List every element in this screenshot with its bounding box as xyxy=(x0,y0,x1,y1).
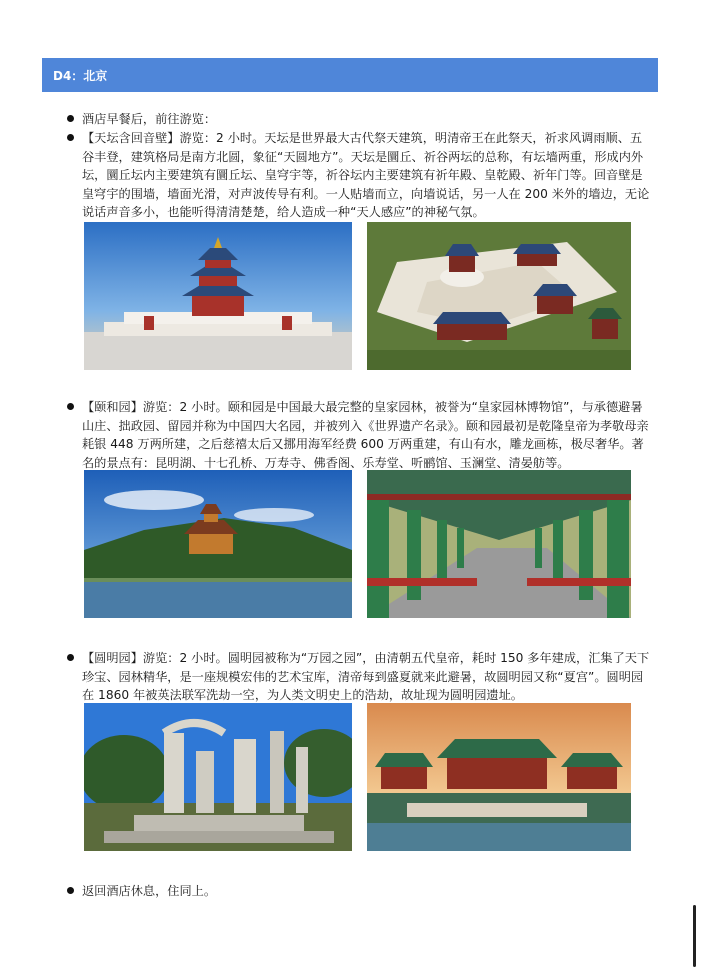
list-item-temple-of-heaven xyxy=(62,129,652,222)
scrollbar[interactable] xyxy=(693,905,696,967)
yuanmingyuan-reconstruction-photo xyxy=(367,703,631,851)
day-title: D4：北京 xyxy=(53,68,108,83)
yuanmingyuan-ruins-photo xyxy=(84,703,352,851)
temple-text: 【天坛含回音壁】游览：2 小时。天坛是世界最大古代祭天建筑，明清帝王在此祭天，祈求风调雨顺、五谷丰登，建筑格局是南方北圆，象征“天圆地方”。天坛是圜丘、祈谷两坛的总称，有坛墙两重，形成内外坛，圜丘坛内主要建筑有圜丘坛、皇穹宇等，祈谷坛内主要建筑有祈年殿、皇乾殿、祈年门等。回音壁是皇穹宇的围墙，墙面光滑，对声波传导有利。一人贴墙而立，向墙说话，另一人在 200 米外的墙边，无论说话声音多小，也能听得清清楚楚，给人造成一种“天人感应”的神秘气氛。 xyxy=(82,131,650,219)
list-item-return xyxy=(62,882,652,901)
temple-of-heaven-aerial-photo xyxy=(367,222,631,370)
day-header-bar xyxy=(42,58,658,92)
bullet-icon xyxy=(67,115,74,122)
summer-palace-text: 【颐和园】游览：2 小时。颐和园是中国最大最完整的皇家园林，被誉为“皇家园林博物馆”，与承德避暑山庄、拙政园、留园并称为中国四大名园，并被列入《世界遗产名录》。颐和园最初是乾隆皇帝为孝敬母亲耗银 448 万两所建，之后慈禧太后又挪用海军经费 600 万两重建，有山有水，雕龙画栋，极尽奢华。著名的景点有：昆明湖、十七孔桥、万寿寺、佛香阁、乐寿堂、听鹂馆、玉澜堂、清晏舫等。 xyxy=(82,400,649,470)
bullet-icon xyxy=(67,887,74,894)
old-summer-palace-text: 【圆明园】游览：2 小时。圆明园被称为“万园之园”，由清朝五代皇帝，耗时 150 多年建成，汇集了天下珍宝、园林精华，是一座规模宏伟的艺术宝库，清帝每到盛夏就来此避暑，故圆明园又称“夏宫”。圆明园在 1860 年被英法联军洗劫一空，为人类文明史上的浩劫，故址现为圆明园遗址。 xyxy=(82,651,650,702)
temple-of-heaven-photo xyxy=(84,222,352,370)
bullet-icon xyxy=(67,403,74,410)
bullet-icon xyxy=(67,134,74,141)
long-corridor-photo xyxy=(367,470,631,618)
breakfast-text: 酒店早餐后，前往游览： xyxy=(82,112,217,126)
summer-palace-photo xyxy=(84,470,352,618)
return-text: 返回酒店休息，住同上。 xyxy=(82,884,217,898)
list-item-breakfast xyxy=(62,110,652,129)
bullet-icon xyxy=(67,654,74,661)
list-item-summer-palace xyxy=(62,398,652,472)
list-item-old-summer-palace xyxy=(62,649,652,705)
